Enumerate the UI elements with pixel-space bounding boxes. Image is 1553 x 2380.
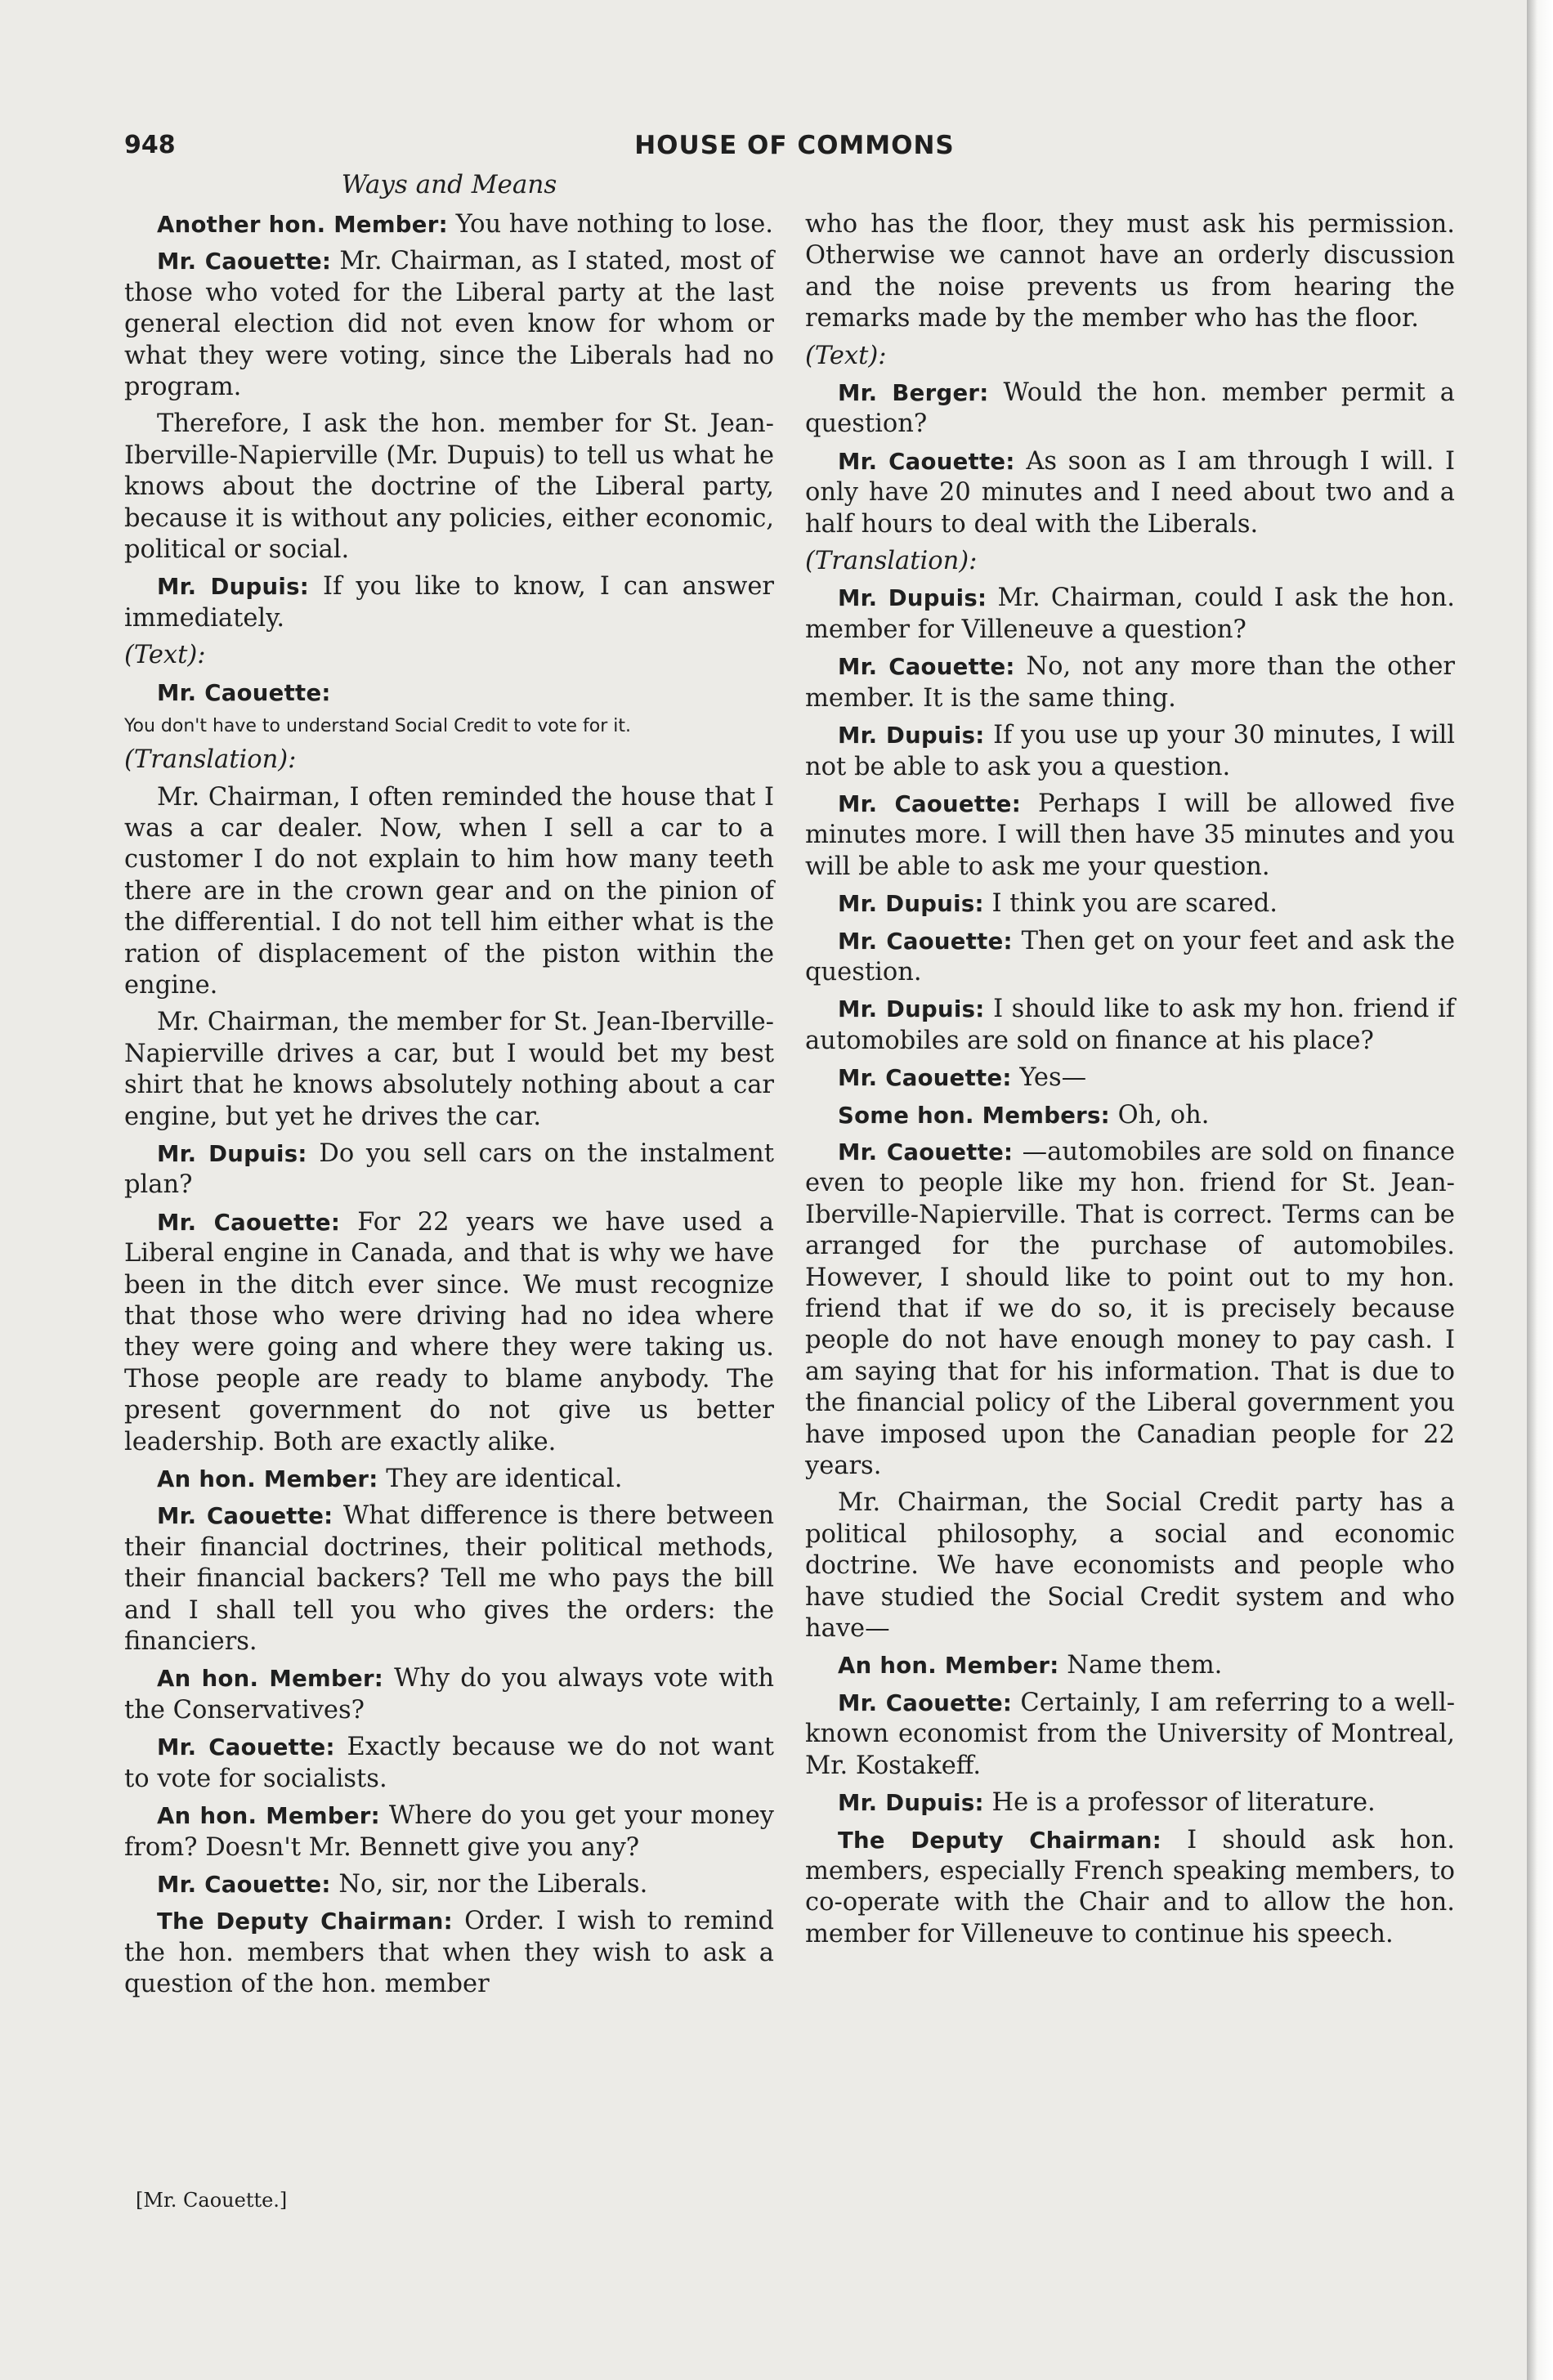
paragraph-text: Exactly because we do not want to vote for socialists. [124, 1733, 774, 1793]
paragraph-text: What difference is there between their financial doctrines, their political methods, their financial backers? Tell me who pays the bill and I shall tell you who gives the orders: the financiers. [124, 1501, 774, 1657]
speaker-name: Mr. Caouette: [157, 1871, 331, 1898]
paragraph-text: Would the hon. member permit a question? [805, 378, 1455, 439]
section-title: Ways and Means [341, 170, 557, 199]
paragraph [805, 378, 1455, 441]
running-head: HOUSE OF COMMONS [634, 131, 955, 160]
paragraph-text: Mr. Chairman, I often reminded the house that I was a car dealer. Now, when I sell a car to a customer I do not explain to him how many teeth there are in the crown gear and on the pinion of the differential. I do not tell him either what is the ration of displacement of the piston within the engine. [124, 782, 774, 1000]
paragraph [124, 1906, 774, 2000]
paragraph [805, 1825, 1455, 1951]
paragraph-text: who has the floor, they must ask his permission. Otherwise we cannot have an orderly discussion and the noise prevents us from hearing the remarks made by the member who has the floor. [805, 210, 1455, 333]
speaker-name: An hon. Member: [157, 1466, 378, 1493]
paragraph [805, 789, 1455, 883]
speaker-name: Mr. Dupuis: [838, 891, 984, 918]
paragraph [124, 1801, 774, 1863]
speaker-name: Mr. Dupuis: [838, 585, 987, 612]
paragraph-text: Where do you get your money from? Doesn't Mr. Bennett give you any? [124, 1801, 774, 1862]
paragraph-text: Then get on your feet and ask the question. [805, 926, 1455, 986]
paragraph-text: No, sir, nor the Liberals. [330, 1869, 648, 1899]
paragraph-text: You have nothing to lose. [447, 210, 773, 239]
left-column [124, 209, 774, 2006]
paragraph [124, 246, 774, 403]
paragraph-text: Yes— [1011, 1063, 1087, 1093]
section-label: (Translation): [124, 745, 297, 775]
paragraph-text: Mr. Chairman, the Social Credit party has a political philosophy, a social and economic doctrine. We have economists and people who have studied the Social Credit system and who have— [805, 1488, 1455, 1644]
paragraph-text: They are identical. [378, 1465, 623, 1494]
paragraph [805, 583, 1455, 646]
speaker-name: Mr. Dupuis: [838, 1790, 984, 1817]
paragraph-text: Therefore, I ask the hon. member for St. Jean-Iberville-Napierville (Mr. Dupuis) to tell us what he knows about the doctrine of the Liberal party, because it is without any policies, either economic, political or social. [124, 409, 774, 565]
speaker-name: Mr. Caouette: [838, 448, 1015, 475]
paragraph-text: Mr. Chairman, could I ask the hon. member for Villeneuve a question? [805, 584, 1455, 644]
paragraph [124, 1663, 774, 1726]
paragraph-text: Mr. Chairman, as I stated, most of those who voted for the Liberal party at the last general election did not even know for whom or what they were voting, since the Liberals had no program. [124, 247, 775, 402]
paragraph-text: Certainly, I am referring to a well-known economist from the University of Montreal, Mr. Kostakeff. [805, 1688, 1455, 1780]
paragraph-text: Oh, oh. [1109, 1100, 1210, 1130]
section-label: (Text): [124, 641, 206, 670]
paragraph-text: For 22 years we have used a Liberal engine in Canada, and that is why we have been in the ditch ever since. We must recognize that those who were driving had no idea where they were going and where they were taking us. Those people are ready to blame anybody. The present government do not give us better leadership. Both are exactly alike. [124, 1207, 774, 1456]
speaker-name: Mr. Caouette: [157, 1503, 333, 1530]
speaker-name: Mr. Caouette: [157, 1734, 335, 1761]
paragraph [124, 1732, 774, 1795]
paragraph [124, 571, 774, 634]
speaker-name: The Deputy Chairman: [157, 1908, 453, 1935]
paragraph-text: I should ask hon. members, especially French speaking members, to co-operate with the Chair and to allow the hon. member for Villeneuve to continue his speech. [805, 1825, 1455, 1948]
paragraph-text: Perhaps I will be allowed five minutes more. I will then have 35 minutes and you will be able to ask me your question. [805, 789, 1455, 881]
right-column [805, 209, 1455, 1956]
speaker-name: An hon. Member: [838, 1653, 1059, 1680]
speaker-name: Mr. Caouette: [838, 928, 1013, 955]
paragraph [805, 994, 1455, 1057]
speaker-name: Mr. Caouette: [838, 1065, 1012, 1092]
paragraph-text: I think you are scared. [983, 889, 1278, 919]
section-label: (Translation): [805, 547, 978, 576]
paragraph-text: Do you sell cars on the instalment plan? [124, 1139, 774, 1200]
paragraph [805, 888, 1455, 919]
speaker-name: Some hon. Members: [838, 1102, 1110, 1129]
speaker-name: Mr. Caouette: [157, 679, 331, 706]
paragraph [124, 209, 774, 240]
speaker-name: Mr. Caouette: [838, 1139, 1014, 1165]
paragraph-text: Why do you always vote with the Conservatives? [124, 1664, 774, 1725]
speaker-name: Mr. Caouette: [157, 248, 332, 275]
paragraph [124, 1869, 774, 1900]
section-label: (Text): [805, 341, 887, 370]
paragraph [805, 651, 1455, 714]
paragraph [124, 1464, 774, 1495]
paragraph-text: Order. I wish to remind the hon. members that when they wish to ask a question of the hon. member [124, 1907, 775, 1999]
paragraph [124, 1501, 774, 1658]
page-edge [1527, 0, 1553, 2380]
paragraph [124, 1139, 774, 1201]
paragraph [805, 1688, 1455, 1782]
paragraph [124, 678, 774, 709]
paragraph-text: Name them. [1058, 1651, 1223, 1680]
speaker-name: Mr. Caouette: [838, 1689, 1013, 1716]
paragraph-text: If you like to know, I can answer immediately. [124, 572, 774, 633]
footer-attribution: [Mr. Caouette.] [136, 2189, 288, 2212]
paragraph [805, 209, 1455, 335]
speaker-name: Mr. Dupuis: [157, 1140, 307, 1167]
paragraph [805, 1488, 1455, 1644]
paragraph [805, 1100, 1455, 1131]
speaker-name: Mr. Caouette: [838, 654, 1015, 681]
paragraph [805, 926, 1455, 989]
paragraph [805, 1650, 1455, 1681]
speaker-name: Another hon. Member: [157, 212, 448, 238]
paragraph-text: Mr. Chairman, the member for St. Jean-Iberville-Napierville drives a car, but I would bet my best shirt that he knows absolutely nothing about a car engine, but yet he drives the car. [124, 1008, 774, 1131]
paragraph-text: I should like to ask my hon. friend if automobiles are sold on finance at his place? [805, 995, 1455, 1055]
speaker-name: Mr. Caouette: [157, 1209, 341, 1236]
paragraph [124, 1207, 774, 1458]
paragraph [124, 782, 774, 1002]
paragraph [124, 1007, 774, 1133]
speaker-name: An hon. Member: [157, 1666, 384, 1693]
paragraph-text: If you use up your 30 minutes, I will not be able to ask you a question. [805, 721, 1455, 781]
speaker-name: Mr. Dupuis: [838, 722, 985, 749]
paragraph-text: —automobiles are sold on finance even to people like my hon. friend for St. Jean-Iberville-Napierville. That is correct. Terms can be arranged for the purchase of automobiles. However, I should like to point out to my hon. friend that if we do so, it is precisely because people do not have enough money to pay cash. I am saying that for his information. That is due to the financial policy of the Liberal government you have imposed upon the Canadian people for 22 years. [805, 1137, 1455, 1481]
speaker-name: An hon. Member: [157, 1803, 380, 1830]
paragraph-text: As soon as I am through I will. I only have 20 minutes and I need about two and a half hours to deal with the Liberals. [805, 446, 1455, 539]
paragraph [805, 1137, 1455, 1482]
paragraph [805, 1062, 1455, 1094]
paragraph-text: He is a professor of literature. [983, 1788, 1376, 1818]
speaker-name: The Deputy Chairman: [838, 1827, 1161, 1854]
speaker-name: Mr. Caouette: [838, 790, 1022, 817]
paragraph [805, 1787, 1455, 1819]
paragraph [805, 446, 1455, 540]
quoted-text: You don't have to understand Social Credit to vote for it. [124, 716, 631, 737]
speaker-name: Mr. Berger: [838, 380, 989, 407]
page-header [124, 131, 1465, 170]
speaker-name: Mr. Dupuis: [157, 574, 310, 601]
paragraph [805, 720, 1455, 783]
page-number: 948 [124, 131, 176, 159]
paragraph [124, 409, 774, 566]
paragraph-text: No, not any more than the other member. It is the same thing. [805, 652, 1455, 713]
speaker-name: Mr. Dupuis: [838, 996, 985, 1023]
